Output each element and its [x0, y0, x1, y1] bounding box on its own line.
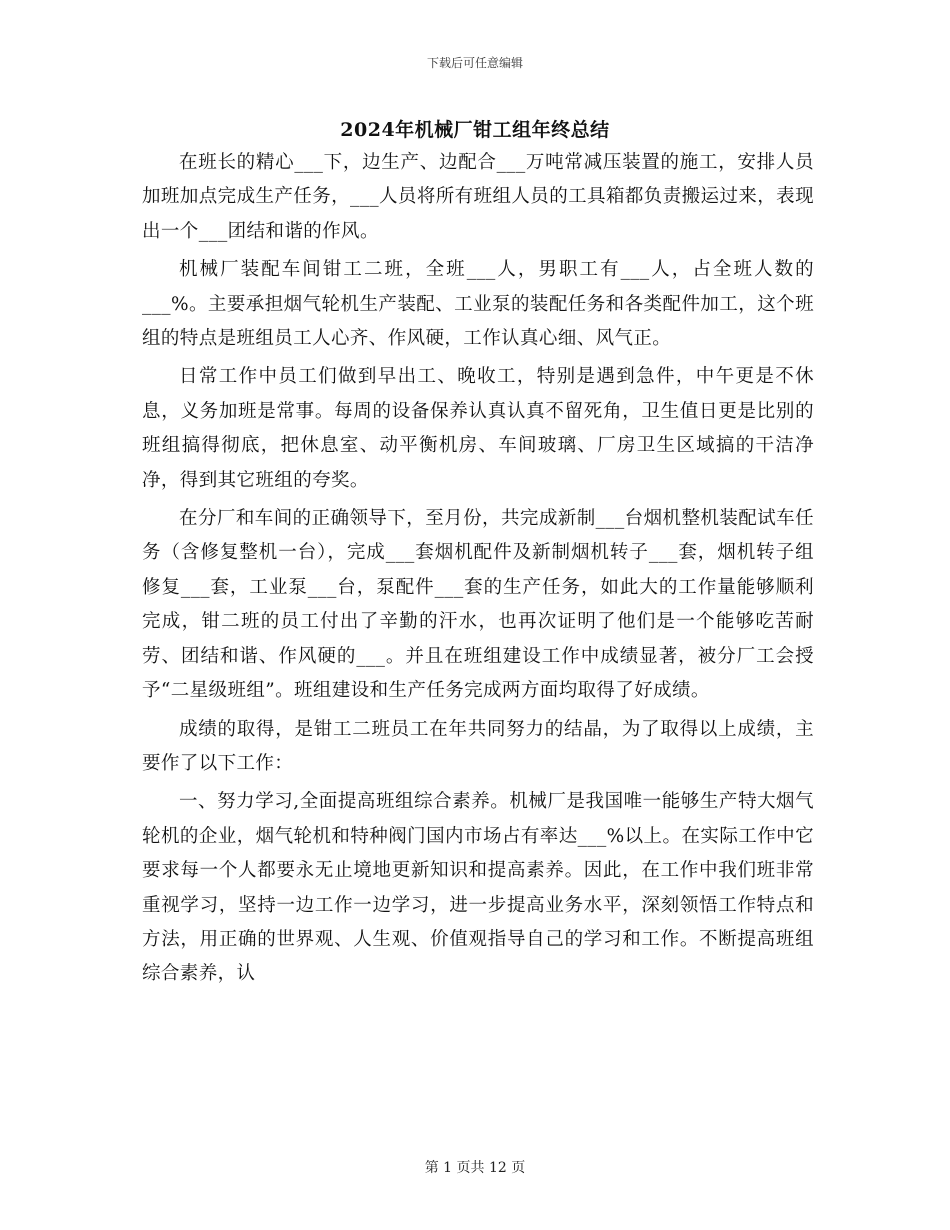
document-body: [142, 146, 814, 996]
document-title: 2024年机械厂钳工组年终总结: [340, 119, 610, 141]
paragraph-3: 日常工作中员工们做到早出工、晚收工，特别是遇到急件，中午更是不休息，义务加班是常事。每周的设备保养认真认真不留死角，卫生值日更是比别的班组搞得彻底，把休息室、动平衡机房、车间玻璃、厂房卫生区域搞的干洁净净，得到其它班组的夸奖。: [142, 366, 814, 491]
paragraph-1: 在班长的精心___下，边生产、边配合___万吨常减压装置的施工，安排人员加班加点完成生产任务，___人员将所有班组人员的工具箱都负责搬运过来，表现出一个___团结和谐的作风。: [142, 152, 814, 242]
paragraph-6: 一、努力学习,全面提高班组综合素养。机械厂是我国唯一能够生产特大烟气轮机的企业，烟气轮机和特种阀门国内市场占有率达___%以上。在实际工作中它要求每一个人都要永无止境地更新知识和提高素养。因此，在工作中我们班非常重视学习，坚持一边工作一边学习，进一步提高业务水平，深刻领悟工作特点和方法，用正确的世界观、人生观、价值观指导自己的学习和工作。不断提高班组综合素养，认: [142, 791, 814, 985]
header-note: 下载后可任意编辑: [426, 56, 523, 70]
paragraph-4: 在分厂和车间的正确领导下，至月份，共完成新制___台烟机整机装配试车任务（含修复整机一台），完成___套烟机配件及新制烟机转子___套，烟机转子组修复___套，工业泵___台，泵配件___套的生产任务，如此大的工作量能够顺利完成，钳二班的员工付出了辛勤的汗水，也再次证明了他们是一个能够吃苦耐劳、团结和谐、作风硬的___。并且在班组建设工作中成绩显著，被分厂工会授予“二星级班组”。班组建设和生产任务完成两方面均取得了好成绩。: [142, 508, 814, 702]
paragraph-2: 机械厂装配车间钳工二班，全班___人，男职工有___人，占全班人数的___%。主要承担烟气轮机生产装配、工业泵的装配任务和各类配件加工，这个班组的特点是班组员工人心齐、作风硬，工作认真心细、风气正。: [142, 259, 814, 350]
paragraph-5: 成绩的取得，是钳工二班员工在年共同努力的结晶，为了取得以上成绩，主要作了以下工作：: [142, 718, 814, 774]
page-number: 第 1 页共 12 页: [424, 1160, 526, 1176]
